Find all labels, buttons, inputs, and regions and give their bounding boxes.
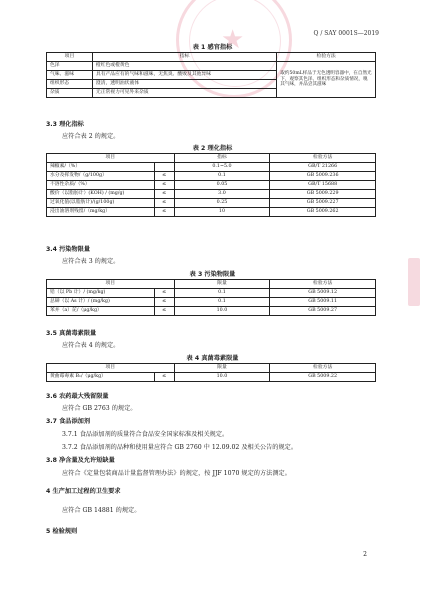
section-3-5-title: 3.5 真菌毒素限量 — [46, 330, 97, 337]
item-cell: 苯并（a）芘/（μg/kg） — [47, 306, 155, 315]
item-cell: 不溶性杂质/（%） — [47, 180, 155, 189]
method-cell: GB 5009.12 — [270, 288, 376, 297]
spec-cell: 无正常视力可见外来杂质 — [92, 88, 276, 97]
section-3-6-title: 3.6 农药最大残留限量 — [46, 393, 109, 400]
item-cell: 辣椒素/（%） — [47, 162, 155, 171]
value-cell: 0.1~5.0 — [174, 162, 270, 171]
item-cell: 铅（以 Pb 计）/ (mg/kg) — [47, 288, 155, 297]
column-header: 检验方法 — [270, 364, 376, 373]
value-cell: 10.0 — [174, 372, 270, 381]
symbol-cell: ≤ — [154, 180, 174, 189]
table-row — [47, 288, 376, 297]
table-header-row — [47, 154, 376, 163]
section-3-5-text: 应符合表 4 的规定。 — [62, 342, 120, 349]
section-4-text: 应符合 GB 14881 的规定。 — [62, 507, 141, 514]
item-cell: 浸出油溶剂残留/（mg/kg） — [47, 207, 155, 216]
table-header-row — [47, 280, 376, 289]
section-3-8-title: 3.8 净含量及允许短缺量 — [46, 457, 115, 464]
column-header: 检验方法 — [277, 53, 376, 62]
value-cell: 0.1 — [174, 171, 270, 180]
method-cell: GB/T 21266 — [270, 162, 376, 171]
item-cell: 水分及挥发物/（g/100g） — [47, 171, 155, 180]
table-header-row — [47, 364, 376, 373]
section-3-7-1-text: 3.7.1 食品添加剂的质量符合食品安全国家标准及相关规定。 — [62, 431, 229, 438]
table-row — [47, 162, 376, 171]
table-row — [47, 198, 376, 207]
item-cell: 组织形态 — [47, 79, 93, 88]
section-4-title: 4 生产加工过程的卫生要求 — [46, 488, 121, 495]
spec-cell: 橙红色或橙黄色 — [92, 61, 276, 70]
method-cell: GB 5009.236 — [270, 171, 376, 180]
table-row — [47, 61, 376, 70]
table-row — [47, 297, 376, 306]
method-cell: 取约50mL样品于无色透明容器中，在自然光下，观察其色泽、组织形态和杂质情况，嗅其气味，并品尝其滋味 — [277, 61, 376, 97]
symbol-cell: ≤ — [154, 297, 174, 306]
column-header: 项目 — [47, 53, 93, 62]
edge-seal-mark — [408, 258, 420, 306]
page-number: 2 — [363, 551, 367, 558]
item-cell: 黄曲霉毒素 B₁/（μg/kg） — [47, 372, 155, 381]
section-3-7-2-text: 3.7.2 食品添加剂的品种和使用量应符合 GB 2760 中 12.09.02 及相关公告的规定。 — [62, 444, 298, 451]
section-3-4-text: 应符合表 3 的规定。 — [62, 258, 120, 265]
symbol-cell: ≤ — [154, 288, 174, 297]
company-seal-stamp: ★ — [176, 0, 292, 98]
symbol-cell: ≤ — [154, 372, 174, 381]
symbol-cell: ≤ — [154, 306, 174, 315]
item-cell: 杂质 — [47, 88, 93, 97]
symbol-cell: ≤ — [154, 207, 174, 216]
value-cell: 10 — [174, 207, 270, 216]
column-header: 项目 — [47, 154, 175, 163]
value-cell: 3.0 — [174, 189, 270, 198]
column-header: 指标 — [92, 53, 276, 62]
column-header: 项目 — [47, 364, 175, 373]
table-header-row — [47, 53, 376, 62]
sensory-table — [46, 52, 376, 98]
method-cell: GB/T 15688 — [270, 180, 376, 189]
item-cell: 色泽 — [47, 61, 93, 70]
method-cell: GB 5009.22 — [270, 372, 376, 381]
method-cell: GB 5009.229 — [270, 189, 376, 198]
spec-cell: 具有产品应有的气味和滋味，无焦臭、酸败及其他异味 — [92, 70, 276, 79]
table1-caption: 表 1 感官指标 — [192, 44, 233, 51]
value-cell: 0.25 — [174, 198, 270, 207]
table2-caption: 表 2 理化指标 — [192, 145, 233, 152]
section-3-6-text: 应符合 GB 2763 的规定。 — [62, 405, 137, 412]
section-5-title: 5 检验规则 — [46, 528, 78, 535]
column-header: 限量 — [174, 280, 270, 289]
symbol-cell: ≤ — [154, 171, 174, 180]
table-row — [47, 189, 376, 198]
table3-caption: 表 3 污染物限量 — [189, 271, 236, 278]
item-cell: 总砷（以 As 计）/ (mg/kg) — [47, 297, 155, 306]
physicochemical-table — [46, 153, 376, 217]
value-cell: 0.1 — [174, 288, 270, 297]
table-row — [47, 180, 376, 189]
column-header: 指标 — [174, 154, 270, 163]
symbol-cell — [154, 162, 174, 171]
item-cell: 气味、滋味 — [47, 70, 93, 79]
column-header: 检验方法 — [270, 280, 376, 289]
document-number: Q / SAY 0001S—2019 — [313, 30, 379, 37]
method-cell: GB 5009.262 — [270, 207, 376, 216]
method-cell: GB 5009.11 — [270, 297, 376, 306]
mycotoxin-table — [46, 363, 376, 382]
item-cell: 过氧化值(以脂肪计)/(g/100g) — [47, 198, 155, 207]
column-header: 检验方法 — [270, 154, 376, 163]
method-cell: GB 5009.227 — [270, 198, 376, 207]
table-row — [47, 372, 376, 381]
table-row — [47, 207, 376, 216]
column-header: 项目 — [47, 280, 175, 289]
symbol-cell: ≤ — [154, 198, 174, 207]
section-3-4-title: 3.4 污染物限量 — [46, 246, 91, 253]
value-cell: 10.0 — [174, 306, 270, 315]
section-3-3-title: 3.3 理化指标 — [46, 121, 84, 128]
section-3-8-text: 应符合《定量包装商品计量监督管理办法》的规定，按 JJF 1070 规定的方法测定。 — [62, 470, 291, 477]
item-cell: 酸价（以脂肪计）(KOH) / (mg/g) — [47, 189, 155, 198]
value-cell: 0.05 — [174, 180, 270, 189]
column-header: 限量 — [174, 364, 270, 373]
value-cell: 0.1 — [174, 297, 270, 306]
spec-cell: 澄清，透明油状液体 — [92, 79, 276, 88]
contaminants-table — [46, 279, 376, 316]
table-row — [47, 171, 376, 180]
table4-caption: 表 4 真菌毒素限量 — [186, 355, 239, 362]
section-3-3-text: 应符合表 2 的规定。 — [62, 133, 120, 140]
method-cell: GB 5009.27 — [270, 306, 376, 315]
symbol-cell: ≤ — [154, 189, 174, 198]
table-row — [47, 306, 376, 315]
section-3-7-title: 3.7 食品添加剂 — [46, 418, 91, 425]
